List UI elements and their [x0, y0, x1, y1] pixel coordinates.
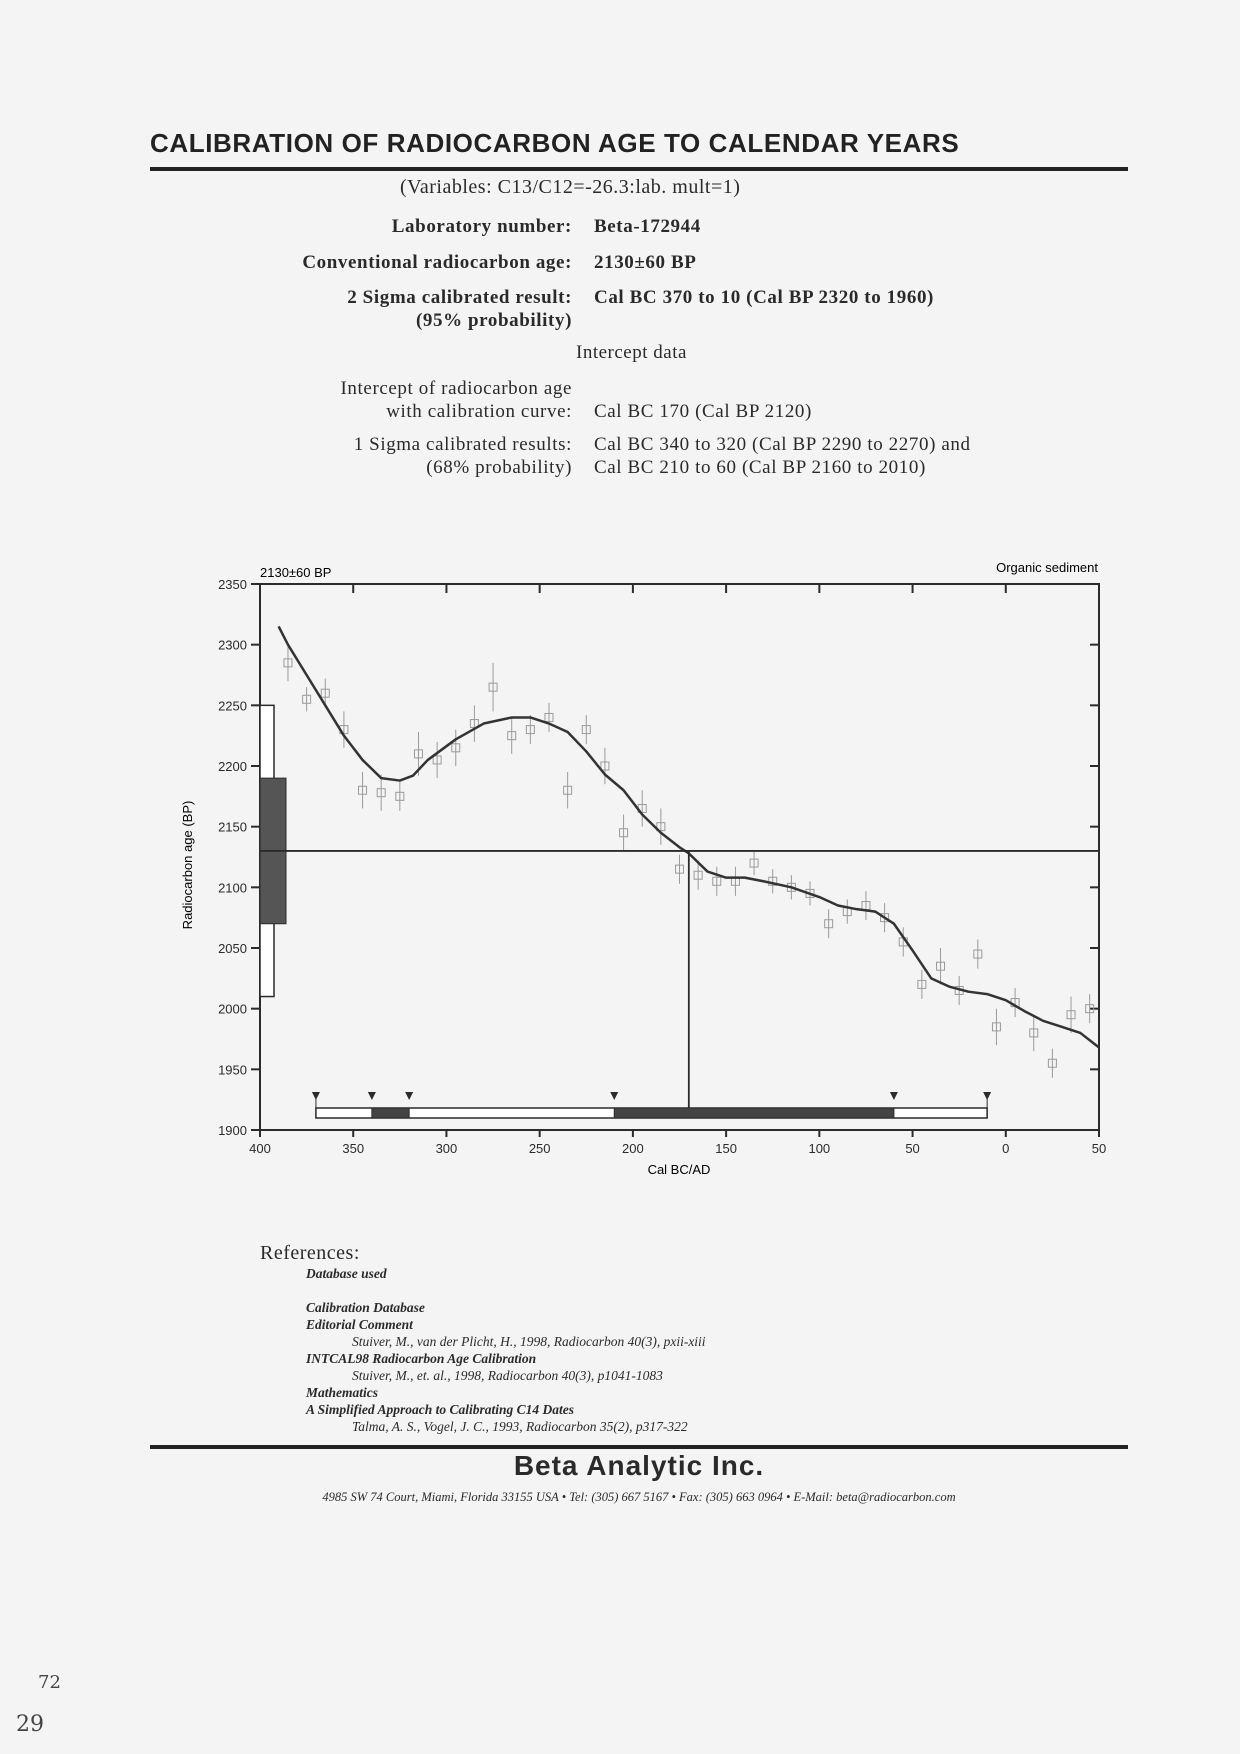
intercept-label-1: Intercept of radiocarbon age: [340, 378, 572, 399]
sigma1-value-1: Cal BC 340 to 320 (Cal BP 2290 to 2270) and: [594, 434, 971, 455]
y-tick-label: 1900: [218, 1123, 247, 1138]
handwritten-note-29: 29: [16, 1712, 44, 1737]
reference-list: [260, 1299, 706, 1435]
references: [260, 1241, 706, 1435]
company-address: 4985 SW 74 Court, Miami, Florida 33155 USA • Tel: (305) 667 5167 • Fax: (305) 663 0964 • E-Mail: beta@radiocarbon.com: [322, 1490, 956, 1504]
annotation-age: 2130±60 BP: [260, 565, 332, 580]
references-heading: References:: [260, 1242, 360, 1264]
one-sigma-range-bar: [614, 1108, 894, 1118]
lab-number-value: Beta-172944: [594, 216, 701, 237]
range-marker-arrow: [610, 1092, 618, 1100]
y-tick-label: 2100: [218, 880, 247, 896]
reference-line: Stuiver, M., van der Plicht, H., 1998, Radiocarbon 40(3), pxii-xiii: [352, 1334, 706, 1349]
page-title: CALIBRATION OF RADIOCARBON AGE TO CALENDAR YEARS: [150, 128, 960, 158]
reference-line: A Simplified Approach to Calibrating C14 Dates: [306, 1402, 575, 1417]
conv-age-label: Conventional radiocarbon age:: [302, 252, 572, 273]
reference-line: Talma, A. S., Vogel, J. C., 1993, Radiocarbon 35(2), p317-322: [352, 1419, 688, 1434]
y-tick-label: 2300: [218, 637, 247, 653]
intercept-heading: Intercept data: [576, 342, 687, 363]
x-tick-label: 250: [528, 1141, 551, 1156]
x-tick-label: 0: [1002, 1141, 1010, 1156]
x-tick-label: 50: [905, 1141, 920, 1156]
sigma1-value-2: Cal BC 210 to 60 (Cal BP 2160 to 2010): [594, 457, 926, 478]
variables-line: (Variables: C13/C12=-26.3:lab. mult=1): [400, 176, 741, 198]
y-tick-label: 2000: [218, 1001, 247, 1017]
x-tick-label: 400: [249, 1141, 271, 1156]
conv-age-value: 2130±60 BP: [594, 252, 697, 273]
y-tick-label: 2200: [218, 759, 247, 774]
annotation-material: Organic sediment: [996, 560, 1098, 575]
y-tick-label: 2150: [218, 819, 247, 835]
y-axis-label: Radiocarbon age (BP): [180, 800, 195, 930]
reference-line: INTCAL98 Radiocarbon Age Calibration: [306, 1351, 537, 1366]
x-tick-label: 100: [808, 1141, 831, 1156]
x-tick-label: 350: [342, 1141, 365, 1156]
y-tick-label: 2250: [218, 698, 247, 714]
x-tick-label: 50: [1091, 1141, 1107, 1156]
database-used: Database used: [306, 1266, 387, 1281]
sigma1-label: 1 Sigma calibrated results:: [353, 434, 572, 455]
y-tick-label: 2350: [218, 577, 247, 592]
range-marker-arrow: [312, 1092, 320, 1100]
intercept-label-2: with calibration curve:: [386, 401, 572, 422]
y-tick-label: 2050: [218, 941, 247, 956]
sigma1-probability: (68% probability): [426, 457, 572, 478]
x-axis-label: Cal BC/AD: [647, 1162, 711, 1177]
one-sigma-range-bar: [372, 1108, 409, 1118]
sigma2-value: Cal BC 370 to 10 (Cal BP 2320 to 1960): [594, 287, 934, 308]
range-marker-arrow: [983, 1092, 991, 1100]
lab-number-label: Laboratory number:: [391, 216, 572, 237]
company-name: Beta Analytic Inc.: [513, 1450, 765, 1481]
y-tick-label: 1950: [218, 1062, 247, 1078]
sigma2-label: 2 Sigma calibrated result:: [347, 287, 572, 308]
reference-line: Editorial Comment: [306, 1317, 413, 1332]
x-tick-label: 200: [622, 1141, 644, 1156]
handwritten-note-72: 72: [38, 1672, 61, 1693]
reference-line: Mathematics: [306, 1385, 379, 1400]
intercept-value: Cal BC 170 (Cal BP 2120): [594, 401, 812, 422]
reference-line: Stuiver, M., et. al., 1998, Radiocarbon 40(3), p1041-1083: [352, 1368, 663, 1383]
sigma2-probability: (95% probability): [415, 310, 572, 331]
x-tick-label: 150: [715, 1141, 737, 1156]
x-tick-label: 300: [435, 1141, 458, 1156]
footer-rule: [150, 1445, 1128, 1449]
range-marker-arrow: [405, 1092, 413, 1100]
range-marker-arrow: [890, 1092, 898, 1100]
range-marker-arrow: [368, 1092, 376, 1100]
reference-line: Calibration Database: [306, 1300, 425, 1315]
